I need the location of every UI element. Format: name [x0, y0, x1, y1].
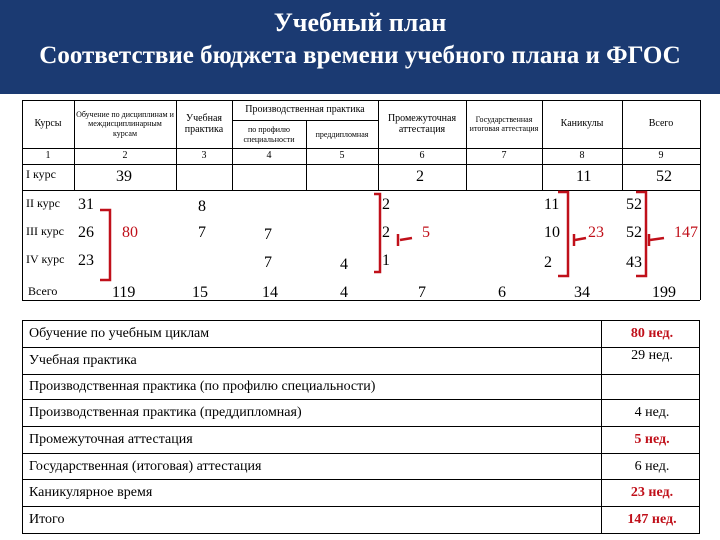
- cell-vacation-sum: 23: [588, 224, 604, 241]
- cell-total: 52: [626, 196, 642, 213]
- cell-training: 39: [116, 168, 132, 185]
- col-number: 2: [122, 150, 128, 162]
- row-label: II курс: [26, 196, 60, 210]
- summary-label: Производственная практика (преддипломная): [29, 405, 302, 420]
- summary-row: [22, 426, 700, 454]
- col-header-total: Всего: [648, 118, 674, 130]
- col-header-state-attest: Государственная итоговая аттестация: [469, 114, 539, 133]
- summary-value: 4 нед.: [634, 405, 670, 420]
- cell-interim: 2: [416, 168, 424, 185]
- cell-edu-practice: 8: [198, 198, 206, 215]
- cell-total-sum: 147: [674, 224, 698, 241]
- cell-interim: 1: [382, 252, 390, 269]
- col-number: 3: [201, 150, 207, 162]
- col-number: 4: [266, 150, 272, 162]
- col-number: 8: [579, 150, 585, 162]
- col-number: 7: [501, 150, 507, 162]
- summary-label: Каникулярное время: [29, 485, 153, 500]
- summary-row: [22, 506, 700, 534]
- col-number: 6: [419, 150, 425, 162]
- summary-value: 5 нед.: [634, 432, 670, 447]
- summary-value: 29 нед.: [631, 347, 673, 363]
- cell-training: 23: [78, 252, 94, 269]
- cell-training: 119: [112, 284, 136, 301]
- col-header-interim: Промежуточная аттестация: [387, 112, 457, 135]
- cell-interim: 7: [418, 284, 426, 301]
- cell-total: 43: [626, 254, 642, 271]
- cell-prod-prediploma: 4: [340, 284, 348, 301]
- cell-total: 199: [652, 284, 676, 301]
- bracket-training: [100, 210, 110, 280]
- summary-label: Обучение по учебным циклам: [29, 326, 210, 341]
- col-header-prod-practice: Производственная практика: [245, 104, 365, 116]
- col-header-training: Обучение по дисциплинам и междисциплинарным курсам: [76, 110, 174, 138]
- col-number: 1: [45, 150, 51, 162]
- cell-prod-profile: 7: [264, 226, 272, 243]
- cell-vacation: 34: [574, 284, 590, 301]
- cell-interim: 2: [382, 224, 390, 241]
- cell-prod-profile: 7: [264, 254, 272, 271]
- cell-prod-prediploma: 4: [340, 256, 348, 273]
- cell-interim-sum: 5: [422, 224, 430, 241]
- summary-value: 147 нед.: [627, 512, 677, 527]
- cell-vacation: 2: [544, 254, 552, 271]
- col-number: 5: [339, 150, 345, 162]
- summary-label: Производственная практика (по профилю специальности): [29, 379, 376, 394]
- summary-value: 80 нед.: [630, 326, 674, 341]
- col-header-courses: Курсы: [34, 118, 62, 130]
- col-number: 9: [658, 150, 664, 162]
- summary-label: Учебная практика: [29, 353, 137, 368]
- cell-vacation: 10: [544, 224, 560, 241]
- summary-row: [22, 374, 700, 400]
- page-subtitle: Соответствие бюджета времени учебного плана и ФГОС: [39, 42, 681, 69]
- row-label: III курс: [26, 224, 64, 238]
- row-label: IV курс: [26, 252, 65, 266]
- col-header-prod-profile: по профилю специальности: [243, 125, 295, 144]
- summary-label: Государственная (итоговая) аттестация: [29, 458, 262, 474]
- cell-vacation: 11: [576, 168, 592, 185]
- cell-prod-profile: 14: [262, 284, 278, 301]
- summary-value: 6 нед.: [634, 458, 670, 474]
- summary-label: Промежуточная аттестация: [29, 432, 193, 447]
- col-header-prod-prediploma: преддипломная: [315, 129, 369, 139]
- summary-row: [22, 479, 700, 507]
- cell-edu-practice: 15: [192, 284, 208, 301]
- summary-value: 23 нед.: [630, 485, 674, 500]
- row-label: I курс: [26, 167, 56, 181]
- cell-training: 26: [78, 224, 94, 241]
- summary-row: [22, 320, 700, 348]
- cell-training-sum: 80: [122, 224, 138, 241]
- cell-vacation: 11: [544, 196, 560, 213]
- col-header-edu-practice: Учебная практика: [184, 112, 224, 135]
- cell-state-attest: 6: [498, 284, 506, 301]
- cell-total: 52: [656, 168, 672, 185]
- cell-total: 52: [626, 224, 642, 241]
- cell-interim: 2: [382, 196, 390, 213]
- summary-label: Итого: [29, 512, 65, 527]
- arrow-interim: [400, 238, 412, 240]
- cell-training: 31: [78, 196, 94, 213]
- cell-edu-practice: 7: [198, 224, 206, 241]
- page-title: Учебный план: [273, 8, 447, 37]
- summary-row: [22, 453, 700, 480]
- summary-row: [22, 347, 700, 375]
- col-header-vacation: Каникулы: [560, 118, 604, 130]
- summary-row: [22, 399, 700, 427]
- row-label: Всего: [28, 284, 58, 298]
